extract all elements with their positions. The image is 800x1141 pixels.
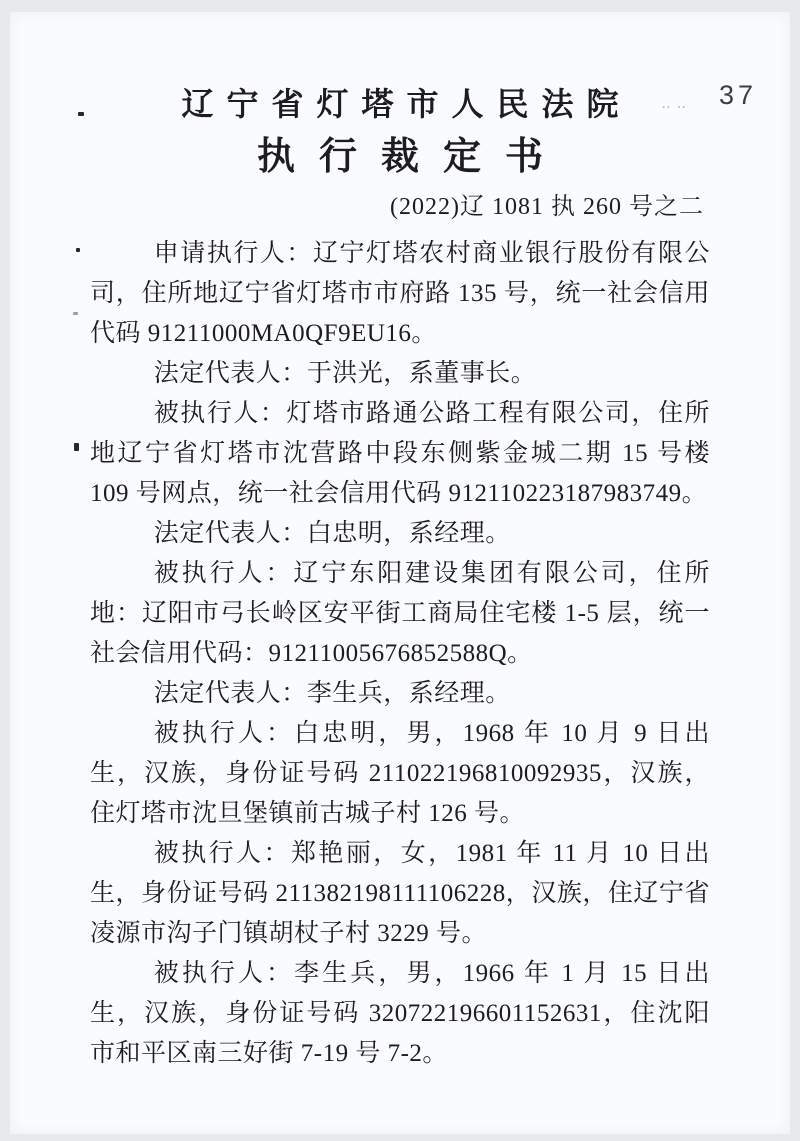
document-page [10, 12, 790, 1134]
paragraph-legal-rep-1: 法定代表人：于洪光，系董事长。 [153, 360, 537, 387]
scan-artifact [74, 443, 79, 451]
court-name: 辽宁省灯塔市人民法院 [181, 86, 632, 122]
paragraph-respondent-3: 被执行人：白忠明，男，1968 年 10 月 9 日出生，汉族，身份证号码 211022196810092935，汉族，住灯塔市沈旦堡镇前古城子村 126 号。 [90, 720, 710, 827]
paragraph-respondent-1: 被执行人：灯塔市路通公路工程有限公司，住所地辽宁省灯塔市沈营路中段东侧紫金城二期 15 号楼 109 号网点，统一社会信用代码 912110223187983749。 [90, 400, 710, 507]
paragraph-applicant: 申请执行人：辽宁灯塔农村商业银行股份有限公司，住所地辽宁省灯塔市市府路 135 号，统一社会信用代码 91211000MA0QF9EU16。 [90, 240, 710, 347]
scan-artifact [78, 112, 84, 116]
page-number: 37 [718, 80, 757, 110]
paragraph-respondent-5: 被执行人：李生兵，男，1966 年 1 月 15 日出生，汉族，身份证号码 320722196601152631，住沈阳市和平区南三好街 7-19 号 7-2。 [90, 960, 710, 1067]
document-body [90, 234, 710, 1074]
scan-artifact [73, 312, 78, 315]
scan-artifact [76, 248, 80, 252]
document-title: 执行裁定书 [256, 136, 567, 178]
document-content [90, 12, 710, 1074]
case-number: (2022)辽 1081 执 260 号之二 [390, 194, 704, 220]
paragraph-legal-rep-3: 法定代表人：李生兵，系经理。 [153, 680, 511, 707]
paragraph-legal-rep-2: 法定代表人：白忠明，系经理。 [153, 520, 511, 547]
paragraph-respondent-4: 被执行人：郑艳丽，女，1981 年 11 月 10 日出生，身份证号码 211382198111106228，汉族，住辽宁省凌源市沟子门镇胡杖子村 3229 号。 [90, 840, 710, 947]
paragraph-respondent-2: 被执行人：辽宁东阳建设集团有限公司，住所地：辽阳市弓长岭区安平街工商局住宅楼 1-5 层，统一社会信用代码：91211005676852588Q。 [90, 560, 710, 667]
scan-smudge: ‥‥ [661, 97, 692, 112]
